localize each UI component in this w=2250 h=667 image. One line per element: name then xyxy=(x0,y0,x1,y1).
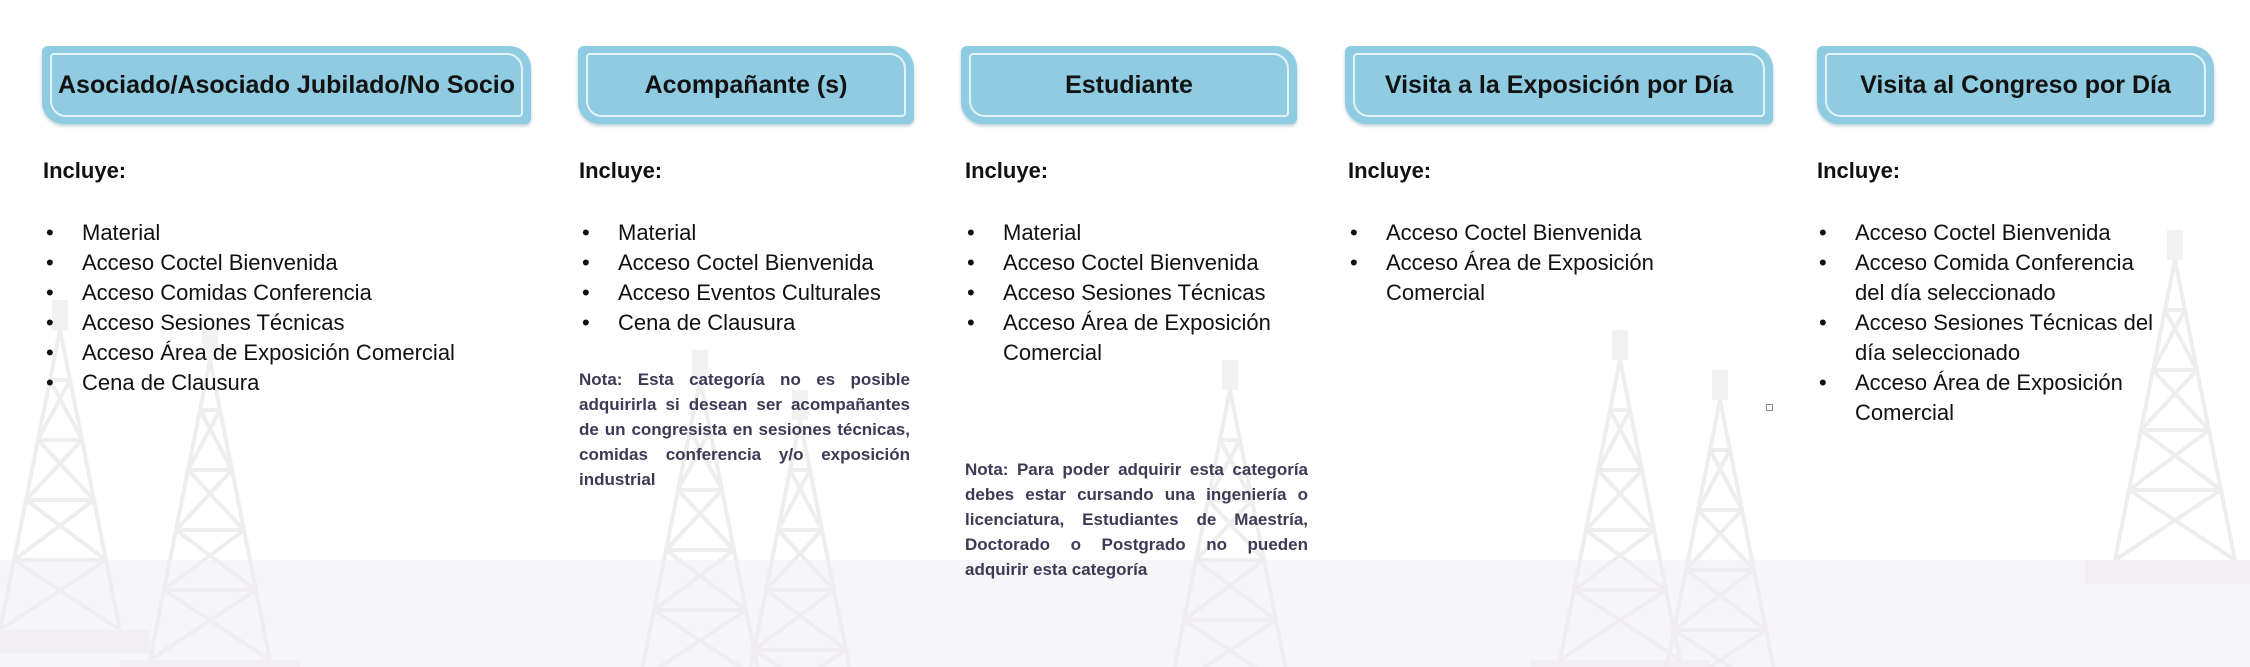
category-title: Estudiante xyxy=(1065,70,1193,99)
list-item: • Cena de Clausura xyxy=(44,368,524,398)
category-header xyxy=(1345,46,1773,124)
category-header xyxy=(961,46,1297,124)
category-title: Visita a la Exposición por Día xyxy=(1384,70,1734,99)
list-item: • Acceso Sesiones Técnicas xyxy=(44,308,524,338)
includes-label: Incluye: xyxy=(965,158,1049,183)
list-item: • Acceso Área de Exposición Comercial xyxy=(1817,368,2162,428)
list-item: • Acceso Eventos Culturales xyxy=(580,278,910,308)
list-item: • Acceso Coctel Bienvenida xyxy=(44,248,524,278)
category-header xyxy=(1817,46,2214,124)
list-item: • Acceso Coctel Bienvenida xyxy=(1817,218,2162,248)
includes-label: Incluye: xyxy=(1817,158,1901,183)
list-item: • Acceso Comidas Conferencia xyxy=(44,278,524,308)
list-item: • Material xyxy=(44,218,524,248)
list-item: • Acceso Área de Exposición Comercial xyxy=(44,338,524,368)
includes-label: Incluye: xyxy=(1348,158,1432,183)
category-note: Nota: Esta categoría no es posible adquirirla si desean ser acompañantes de un congresista en sesiones técnicas, comidas conferencia y/o exposición industrial xyxy=(579,370,910,489)
list-item: • Acceso Sesiones Técnicas del día seleccionado xyxy=(1817,308,2162,368)
category-title: Asociado/Asociado Jubilado/No Socio xyxy=(57,70,515,99)
list-item: • Acceso Área de Exposición Comercial xyxy=(1348,248,1678,308)
list-item: • Acceso Coctel Bienvenida xyxy=(1348,218,1678,248)
category-header xyxy=(578,46,914,124)
includes-label: Incluye: xyxy=(579,158,663,183)
small-square-marker xyxy=(1766,404,1773,411)
list-item: • Material xyxy=(580,218,910,248)
list-item: • Acceso Coctel Bienvenida xyxy=(965,248,1295,278)
category-header xyxy=(42,46,531,124)
category-note: Nota: Para poder adquirir esta categoría debes estar cursando una ingeniería o licenciatura, Estudiantes de Maestría, Doctorado o Postgrado no pueden adquirir esta categoría xyxy=(965,460,1308,579)
list-item: • Acceso Sesiones Técnicas xyxy=(965,278,1295,308)
benefits-list xyxy=(580,218,910,338)
list-item: • Material xyxy=(965,218,1295,248)
includes-label: Incluye: xyxy=(43,158,127,183)
benefits-list xyxy=(44,218,524,398)
benefits-list xyxy=(1817,218,2162,428)
benefits-list xyxy=(965,218,1295,368)
list-item: • Acceso Área de Exposición Comercial xyxy=(965,308,1295,368)
benefits-list xyxy=(1348,218,1678,308)
category-title: Visita al Congreso por Día xyxy=(1860,70,2171,99)
list-item: • Acceso Comida Conferencia del día seleccionado xyxy=(1817,248,2162,308)
list-item: • Cena de Clausura xyxy=(580,308,910,338)
category-title: Acompañante (s) xyxy=(644,70,848,99)
list-item: • Acceso Coctel Bienvenida xyxy=(580,248,910,278)
